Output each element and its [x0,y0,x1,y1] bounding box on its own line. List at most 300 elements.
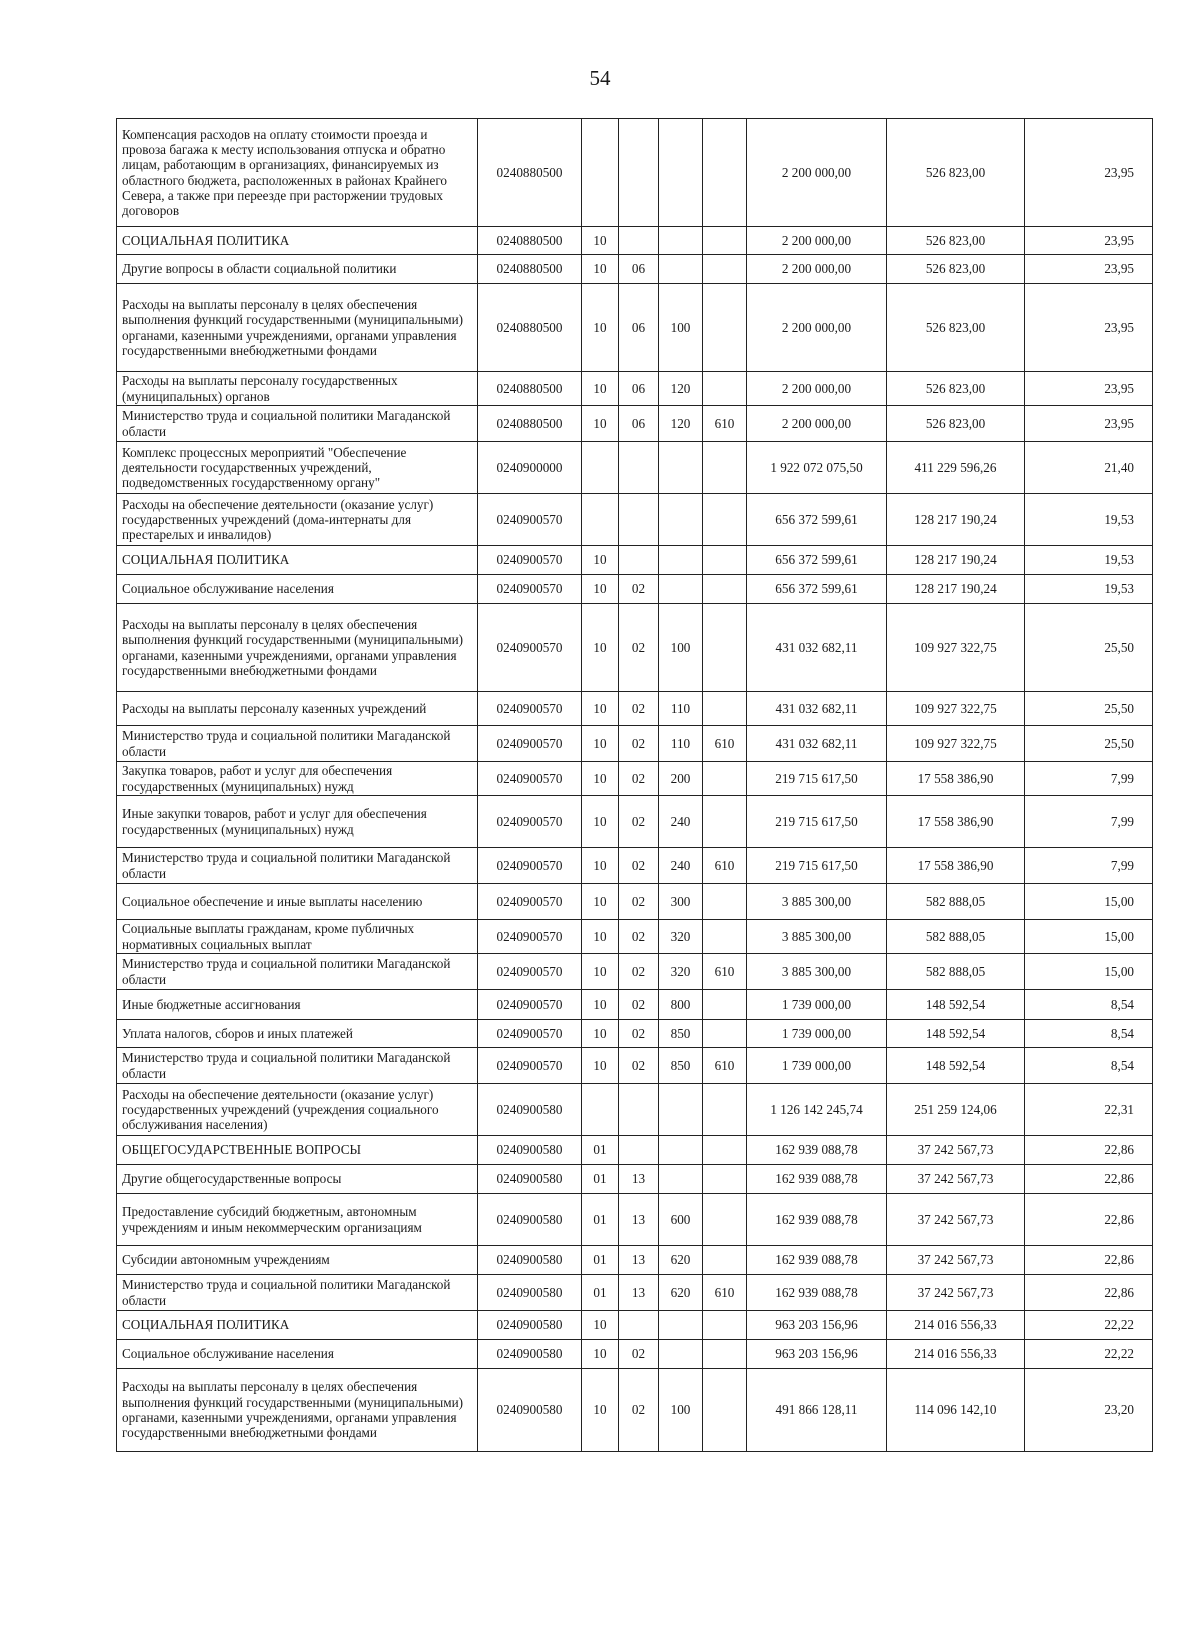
executed-amount-cell: 109 927 322,75 [887,692,1025,726]
target-article-code-cell: 0240880500 [478,255,582,284]
section-code-cell: 10 [582,1048,619,1084]
planned-amount-cell: 656 372 599,61 [747,575,887,604]
subsection-code-cell: 02 [619,796,659,848]
ministry-code-cell: 610 [703,1275,747,1311]
section-code-cell: 10 [582,796,619,848]
execution-percent-cell: 19,53 [1025,575,1153,604]
planned-amount-cell: 656 372 599,61 [747,546,887,575]
subsection-code-cell: 13 [619,1246,659,1275]
target-article-code-cell: 0240900570 [478,575,582,604]
planned-amount-cell: 1 126 142 245,74 [747,1084,887,1136]
expense-name-cell: Расходы на выплаты персоналу казенных учреждений [117,692,478,726]
table-row [117,1194,1153,1246]
expense-type-code-cell [659,1165,703,1194]
section-code-cell: 10 [582,1369,619,1452]
table-row [117,796,1153,848]
executed-amount-cell: 148 592,54 [887,1020,1025,1048]
target-article-code-cell: 0240900570 [478,1048,582,1084]
subsection-code-cell: 02 [619,990,659,1020]
section-code-cell: 10 [582,692,619,726]
planned-amount-cell: 162 939 088,78 [747,1246,887,1275]
executed-amount-cell: 37 242 567,73 [887,1136,1025,1165]
execution-percent-cell: 22,22 [1025,1311,1153,1340]
table-row [117,920,1153,954]
execution-percent-cell: 22,31 [1025,1084,1153,1136]
planned-amount-cell: 656 372 599,61 [747,494,887,546]
target-article-code-cell: 0240900570 [478,848,582,884]
ministry-code-cell [703,1311,747,1340]
expense-name-cell: Министерство труда и социальной политики Магаданской области [117,726,478,762]
ministry-code-cell [703,372,747,406]
executed-amount-cell: 582 888,05 [887,954,1025,990]
expense-name-cell: Расходы на выплаты персоналу в целях обеспечения выполнения функций государственными (муниципальными) органами, казенными учреждениями, органами управления государственными внебюджетными фондами [117,1369,478,1452]
section-code-cell [582,119,619,227]
subsection-code-cell: 02 [619,954,659,990]
expense-type-code-cell [659,1311,703,1340]
expense-name-cell: Расходы на выплаты персоналу в целях обеспечения выполнения функций государственными (муниципальными) органами, казенными учреждениями, органами управления государственными внебюджетными фондами [117,604,478,692]
target-article-code-cell: 0240900580 [478,1275,582,1311]
planned-amount-cell: 2 200 000,00 [747,284,887,372]
expense-type-code-cell [659,119,703,227]
executed-amount-cell: 526 823,00 [887,227,1025,255]
page-number: 54 [589,66,611,90]
expense-name-cell: Субсидии автономным учреждениям [117,1246,478,1275]
executed-amount-cell: 17 558 386,90 [887,762,1025,796]
subsection-code-cell: 02 [619,1020,659,1048]
target-article-code-cell: 0240900580 [478,1311,582,1340]
subsection-code-cell: 06 [619,406,659,442]
expense-type-code-cell: 100 [659,604,703,692]
executed-amount-cell: 37 242 567,73 [887,1275,1025,1311]
execution-percent-cell: 22,86 [1025,1194,1153,1246]
table-row [117,1165,1153,1194]
planned-amount-cell: 162 939 088,78 [747,1165,887,1194]
ministry-code-cell [703,796,747,848]
execution-percent-cell: 19,53 [1025,494,1153,546]
section-code-cell: 10 [582,920,619,954]
section-code-cell: 10 [582,1340,619,1369]
expense-type-code-cell: 850 [659,1048,703,1084]
executed-amount-cell: 148 592,54 [887,990,1025,1020]
expense-name-cell: Другие вопросы в области социальной политики [117,255,478,284]
table-row [117,1246,1153,1275]
table-row [117,1048,1153,1084]
expense-name-cell: Социальное обслуживание населения [117,575,478,604]
expense-name-cell: Социальные выплаты гражданам, кроме публичных нормативных социальных выплат [117,920,478,954]
expense-name-cell: Компенсация расходов на оплату стоимости проезда и провоза багажа к месту использования отпуска и обратно лицам, работающим в организациях, финансируемых из областного бюджета, расположенных в районах Крайнего Севера, а также при переезде при расторжении трудовых договоров [117,119,478,227]
execution-percent-cell: 8,54 [1025,990,1153,1020]
subsection-code-cell: 02 [619,884,659,920]
execution-percent-cell: 23,95 [1025,284,1153,372]
subsection-code-cell: 02 [619,848,659,884]
expense-name-cell: Министерство труда и социальной политики Магаданской области [117,954,478,990]
subsection-code-cell [619,1311,659,1340]
expense-type-code-cell [659,575,703,604]
target-article-code-cell: 0240900570 [478,884,582,920]
executed-amount-cell: 582 888,05 [887,920,1025,954]
table-row [117,604,1153,692]
expense-type-code-cell: 620 [659,1275,703,1311]
ministry-code-cell [703,762,747,796]
ministry-code-cell [703,604,747,692]
target-article-code-cell: 0240900570 [478,954,582,990]
section-code-cell: 10 [582,884,619,920]
section-code-cell: 10 [582,604,619,692]
subsection-code-cell: 13 [619,1275,659,1311]
ministry-code-cell [703,255,747,284]
executed-amount-cell: 148 592,54 [887,1048,1025,1084]
subsection-code-cell: 02 [619,1369,659,1452]
execution-percent-cell: 25,50 [1025,692,1153,726]
section-code-cell: 01 [582,1275,619,1311]
target-article-code-cell: 0240900570 [478,726,582,762]
target-article-code-cell: 0240900580 [478,1165,582,1194]
ministry-code-cell [703,1084,747,1136]
expense-name-cell: Предоставление субсидий бюджетным, автономным учреждениям и иным некоммерческим организациям [117,1194,478,1246]
execution-percent-cell: 7,99 [1025,848,1153,884]
expense-name-cell: Социальное обслуживание населения [117,1340,478,1369]
expense-type-code-cell [659,442,703,494]
expense-type-code-cell: 240 [659,796,703,848]
expense-type-code-cell: 120 [659,372,703,406]
executed-amount-cell: 128 217 190,24 [887,575,1025,604]
table-row [117,1311,1153,1340]
executed-amount-cell: 214 016 556,33 [887,1311,1025,1340]
table-row [117,406,1153,442]
budget-table [116,118,1153,1452]
target-article-code-cell: 0240900570 [478,692,582,726]
expense-type-code-cell [659,1084,703,1136]
section-code-cell: 10 [582,546,619,575]
target-article-code-cell: 0240900570 [478,604,582,692]
ministry-code-cell: 610 [703,954,747,990]
ministry-code-cell [703,494,747,546]
execution-percent-cell: 22,86 [1025,1246,1153,1275]
table-row [117,762,1153,796]
expense-name-cell: Министерство труда и социальной политики Магаданской области [117,406,478,442]
executed-amount-cell: 582 888,05 [887,884,1025,920]
subsection-code-cell [619,546,659,575]
subsection-code-cell: 06 [619,284,659,372]
table-row [117,1020,1153,1048]
subsection-code-cell: 02 [619,920,659,954]
planned-amount-cell: 431 032 682,11 [747,604,887,692]
execution-percent-cell: 15,00 [1025,954,1153,990]
subsection-code-cell [619,227,659,255]
table-row [117,1084,1153,1136]
execution-percent-cell: 23,95 [1025,255,1153,284]
execution-percent-cell: 22,22 [1025,1340,1153,1369]
table-row [117,255,1153,284]
target-article-code-cell: 0240900580 [478,1136,582,1165]
expense-name-cell: Расходы на выплаты персоналу государственных (муниципальных) органов [117,372,478,406]
planned-amount-cell: 219 715 617,50 [747,848,887,884]
expense-name-cell: Министерство труда и социальной политики Магаданской области [117,848,478,884]
ministry-code-cell [703,546,747,575]
executed-amount-cell: 17 558 386,90 [887,848,1025,884]
executed-amount-cell: 109 927 322,75 [887,726,1025,762]
expense-type-code-cell: 100 [659,1369,703,1452]
section-code-cell: 10 [582,255,619,284]
planned-amount-cell: 162 939 088,78 [747,1194,887,1246]
expense-name-cell: Иные закупки товаров, работ и услуг для обеспечения государственных (муниципальных) нужд [117,796,478,848]
target-article-code-cell: 0240900580 [478,1194,582,1246]
executed-amount-cell: 109 927 322,75 [887,604,1025,692]
target-article-code-cell: 0240880500 [478,227,582,255]
ministry-code-cell [703,1136,747,1165]
expense-type-code-cell: 200 [659,762,703,796]
table-row [117,494,1153,546]
table-row [117,1136,1153,1165]
section-code-cell [582,494,619,546]
expense-type-code-cell: 120 [659,406,703,442]
ministry-code-cell [703,1194,747,1246]
expense-type-code-cell: 100 [659,284,703,372]
planned-amount-cell: 2 200 000,00 [747,406,887,442]
table-row [117,1340,1153,1369]
table-row [117,884,1153,920]
expense-name-cell: Министерство труда и социальной политики Магаданской области [117,1275,478,1311]
expense-type-code-cell: 320 [659,954,703,990]
section-code-cell: 01 [582,1246,619,1275]
section-code-cell: 10 [582,227,619,255]
expense-name-cell: СОЦИАЛЬНАЯ ПОЛИТИКА [117,227,478,255]
executed-amount-cell: 526 823,00 [887,255,1025,284]
table-row [117,575,1153,604]
expense-type-code-cell [659,255,703,284]
target-article-code-cell: 0240900000 [478,442,582,494]
executed-amount-cell: 526 823,00 [887,119,1025,227]
section-code-cell: 10 [582,990,619,1020]
table-row [117,954,1153,990]
executed-amount-cell: 128 217 190,24 [887,494,1025,546]
planned-amount-cell: 1 739 000,00 [747,1020,887,1048]
expense-type-code-cell: 620 [659,1246,703,1275]
expense-type-code-cell: 240 [659,848,703,884]
planned-amount-cell: 162 939 088,78 [747,1136,887,1165]
execution-percent-cell: 22,86 [1025,1165,1153,1194]
expense-name-cell: Уплата налогов, сборов и иных платежей [117,1020,478,1048]
subsection-code-cell [619,1084,659,1136]
planned-amount-cell: 1 739 000,00 [747,1048,887,1084]
table-row [117,692,1153,726]
ministry-code-cell [703,442,747,494]
section-code-cell: 10 [582,575,619,604]
execution-percent-cell: 19,53 [1025,546,1153,575]
subsection-code-cell [619,119,659,227]
execution-percent-cell: 8,54 [1025,1020,1153,1048]
expense-name-cell: Социальное обеспечение и иные выплаты населению [117,884,478,920]
execution-percent-cell: 7,99 [1025,796,1153,848]
planned-amount-cell: 3 885 300,00 [747,884,887,920]
executed-amount-cell: 37 242 567,73 [887,1165,1025,1194]
target-article-code-cell: 0240900570 [478,920,582,954]
ministry-code-cell [703,1165,747,1194]
executed-amount-cell: 251 259 124,06 [887,1084,1025,1136]
execution-percent-cell: 8,54 [1025,1048,1153,1084]
subsection-code-cell: 13 [619,1165,659,1194]
expense-name-cell: СОЦИАЛЬНАЯ ПОЛИТИКА [117,546,478,575]
execution-percent-cell: 15,00 [1025,884,1153,920]
planned-amount-cell: 431 032 682,11 [747,692,887,726]
expense-type-code-cell: 850 [659,1020,703,1048]
planned-amount-cell: 963 203 156,96 [747,1311,887,1340]
section-code-cell: 10 [582,726,619,762]
execution-percent-cell: 23,95 [1025,227,1153,255]
executed-amount-cell: 114 096 142,10 [887,1369,1025,1452]
planned-amount-cell: 3 885 300,00 [747,920,887,954]
planned-amount-cell: 3 885 300,00 [747,954,887,990]
section-code-cell: 10 [582,762,619,796]
expense-name-cell: ОБЩЕГОСУДАРСТВЕННЫЕ ВОПРОСЫ [117,1136,478,1165]
target-article-code-cell: 0240880500 [478,372,582,406]
ministry-code-cell [703,990,747,1020]
execution-percent-cell: 25,50 [1025,726,1153,762]
executed-amount-cell: 411 229 596,26 [887,442,1025,494]
ministry-code-cell [703,920,747,954]
section-code-cell: 01 [582,1165,619,1194]
table-row [117,442,1153,494]
expense-type-code-cell [659,494,703,546]
subsection-code-cell: 02 [619,575,659,604]
section-code-cell [582,1084,619,1136]
expense-type-code-cell [659,1136,703,1165]
subsection-code-cell [619,1136,659,1165]
planned-amount-cell: 219 715 617,50 [747,796,887,848]
planned-amount-cell: 162 939 088,78 [747,1275,887,1311]
table-row [117,1369,1153,1452]
section-code-cell: 10 [582,284,619,372]
table-row [117,227,1153,255]
target-article-code-cell: 0240900580 [478,1340,582,1369]
target-article-code-cell: 0240900570 [478,1020,582,1048]
expense-name-cell: Министерство труда и социальной политики Магаданской области [117,1048,478,1084]
executed-amount-cell: 37 242 567,73 [887,1194,1025,1246]
subsection-code-cell [619,494,659,546]
planned-amount-cell: 2 200 000,00 [747,119,887,227]
table-row [117,372,1153,406]
ministry-code-cell [703,575,747,604]
table-row [117,1275,1153,1311]
ministry-code-cell [703,1340,747,1369]
planned-amount-cell: 1 739 000,00 [747,990,887,1020]
table-row [117,284,1153,372]
expense-type-code-cell: 600 [659,1194,703,1246]
ministry-code-cell: 610 [703,848,747,884]
expense-name-cell: Иные бюджетные ассигнования [117,990,478,1020]
target-article-code-cell: 0240900570 [478,796,582,848]
expense-type-code-cell: 320 [659,920,703,954]
target-article-code-cell: 0240900570 [478,494,582,546]
expense-type-code-cell [659,1340,703,1369]
expense-name-cell: Закупка товаров, работ и услуг для обеспечения государственных (муниципальных) нужд [117,762,478,796]
execution-percent-cell: 15,00 [1025,920,1153,954]
planned-amount-cell: 2 200 000,00 [747,372,887,406]
execution-percent-cell: 21,40 [1025,442,1153,494]
planned-amount-cell: 963 203 156,96 [747,1340,887,1369]
target-article-code-cell: 0240880500 [478,284,582,372]
execution-percent-cell: 25,50 [1025,604,1153,692]
table-row [117,546,1153,575]
subsection-code-cell: 02 [619,726,659,762]
executed-amount-cell: 526 823,00 [887,284,1025,372]
section-code-cell: 10 [582,954,619,990]
expense-type-code-cell [659,227,703,255]
ministry-code-cell [703,227,747,255]
expense-name-cell: Расходы на обеспечение деятельности (оказание услуг) государственных учреждений (учреждения социального обслуживания населения) [117,1084,478,1136]
subsection-code-cell: 02 [619,762,659,796]
ministry-code-cell [703,1246,747,1275]
execution-percent-cell: 22,86 [1025,1275,1153,1311]
expense-name-cell: СОЦИАЛЬНАЯ ПОЛИТИКА [117,1311,478,1340]
section-code-cell: 10 [582,406,619,442]
subsection-code-cell: 02 [619,604,659,692]
planned-amount-cell: 431 032 682,11 [747,726,887,762]
target-article-code-cell: 0240900570 [478,762,582,796]
executed-amount-cell: 37 242 567,73 [887,1246,1025,1275]
section-code-cell: 10 [582,1311,619,1340]
execution-percent-cell: 22,86 [1025,1136,1153,1165]
target-article-code-cell: 0240900570 [478,546,582,575]
expense-type-code-cell: 800 [659,990,703,1020]
executed-amount-cell: 214 016 556,33 [887,1340,1025,1369]
table-row [117,726,1153,762]
target-article-code-cell: 0240880500 [478,119,582,227]
expense-type-code-cell [659,546,703,575]
ministry-code-cell [703,1020,747,1048]
target-article-code-cell: 0240900580 [478,1084,582,1136]
expense-name-cell: Расходы на выплаты персоналу в целях обеспечения выполнения функций государственными (муниципальными) органами, казенными учреждениями, органами управления государственными внебюджетными фондами [117,284,478,372]
ministry-code-cell [703,284,747,372]
expense-name-cell: Расходы на обеспечение деятельности (оказание услуг) государственных учреждений (дома-интернаты для престарелых и инвалидов) [117,494,478,546]
expense-type-code-cell: 300 [659,884,703,920]
ministry-code-cell: 610 [703,1048,747,1084]
planned-amount-cell: 491 866 128,11 [747,1369,887,1452]
table-row [117,990,1153,1020]
expense-name-cell: Другие общегосударственные вопросы [117,1165,478,1194]
expense-type-code-cell: 110 [659,726,703,762]
target-article-code-cell: 0240900570 [478,990,582,1020]
planned-amount-cell: 2 200 000,00 [747,227,887,255]
subsection-code-cell [619,442,659,494]
ministry-code-cell [703,1369,747,1452]
executed-amount-cell: 17 558 386,90 [887,796,1025,848]
ministry-code-cell: 610 [703,726,747,762]
section-code-cell: 10 [582,1020,619,1048]
executed-amount-cell: 128 217 190,24 [887,546,1025,575]
target-article-code-cell: 0240880500 [478,406,582,442]
ministry-code-cell [703,692,747,726]
ministry-code-cell: 610 [703,406,747,442]
execution-percent-cell: 23,95 [1025,119,1153,227]
subsection-code-cell: 02 [619,1048,659,1084]
subsection-code-cell: 06 [619,255,659,284]
section-code-cell: 01 [582,1194,619,1246]
table-row [117,848,1153,884]
section-code-cell: 10 [582,372,619,406]
subsection-code-cell: 06 [619,372,659,406]
expense-type-code-cell: 110 [659,692,703,726]
section-code-cell: 01 [582,1136,619,1165]
target-article-code-cell: 0240900580 [478,1246,582,1275]
subsection-code-cell: 02 [619,1340,659,1369]
ministry-code-cell [703,884,747,920]
section-code-cell: 10 [582,848,619,884]
execution-percent-cell: 23,20 [1025,1369,1153,1452]
target-article-code-cell: 0240900580 [478,1369,582,1452]
execution-percent-cell: 23,95 [1025,406,1153,442]
subsection-code-cell: 13 [619,1194,659,1246]
